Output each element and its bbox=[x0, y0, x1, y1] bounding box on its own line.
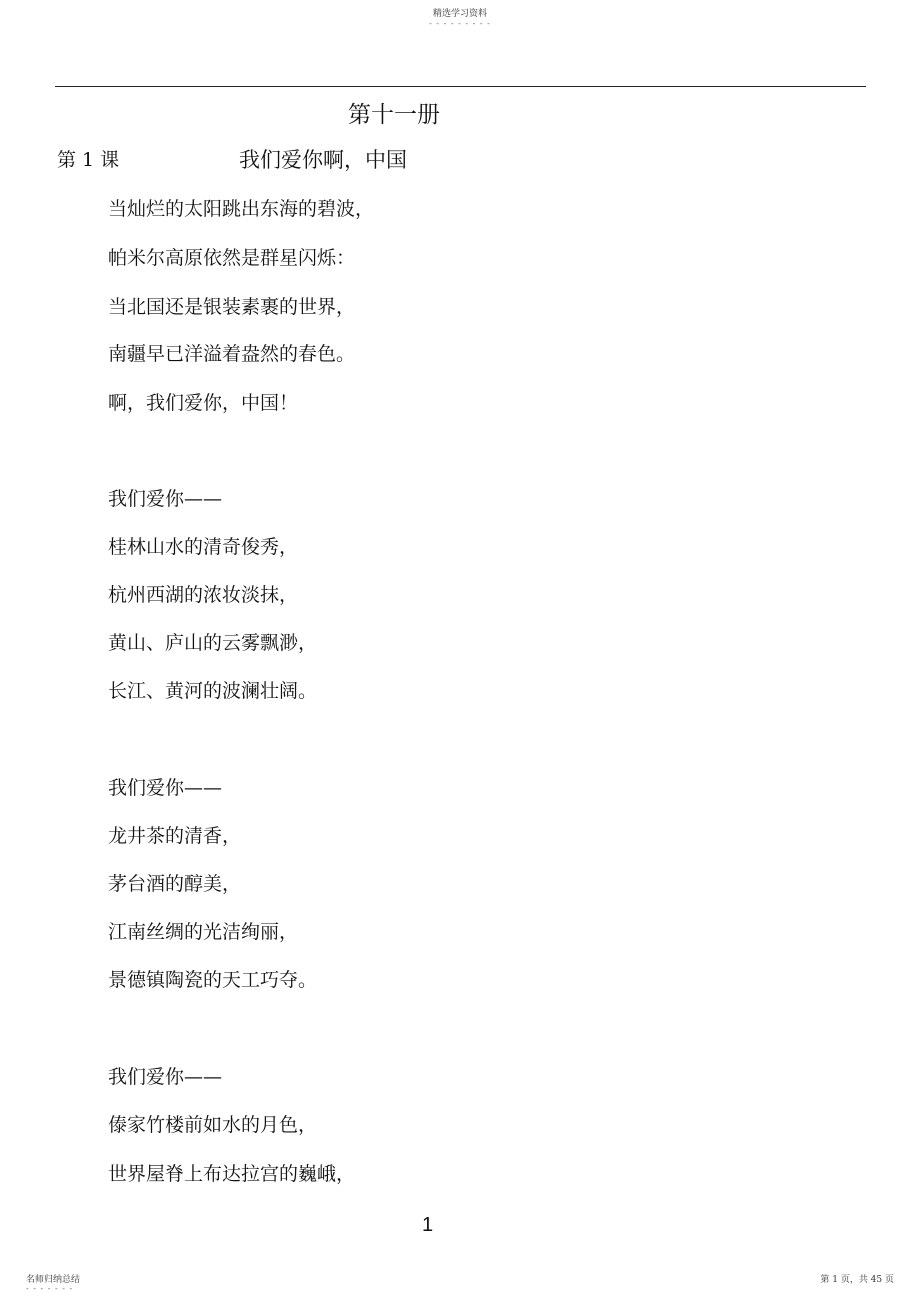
header-label: 精选学习资料 bbox=[432, 9, 487, 19]
lesson-number: 第 1 课 bbox=[57, 149, 120, 171]
poem-line: 当灿烂的太阳跳出东海的碧波， bbox=[108, 198, 375, 220]
footer-page-count: 第 1 页，共 45 页 bbox=[820, 1275, 894, 1285]
poem-line: 傣家竹楼前如水的月色， bbox=[108, 1114, 318, 1136]
poem-line: 帕米尔高原依然是群星闪烁： bbox=[108, 247, 356, 269]
poem-line: 杭州西湖的浓妆淡抹， bbox=[108, 584, 299, 606]
poem-stanza-intro: 我们爱你—— bbox=[108, 488, 223, 510]
poem-line: 南疆早已洋溢着盎然的春色。 bbox=[108, 343, 356, 365]
footer-left-label: 名师归纳总结 bbox=[26, 1275, 81, 1285]
poem-line: 长江、黄河的波澜壮阔。 bbox=[108, 680, 318, 702]
poem-stanza-intro: 我们爱你—— bbox=[108, 777, 223, 799]
lesson-title: 我们爱你啊，中国 bbox=[239, 148, 407, 172]
poem-line: 桂林山水的清奇俊秀， bbox=[108, 536, 299, 558]
poem-line: 世界屋脊上布达拉宫的巍峨， bbox=[108, 1163, 356, 1185]
poem-line: 当北国还是银装素裹的世界， bbox=[108, 296, 356, 318]
poem-line: 景德镇陶瓷的天工巧夺。 bbox=[108, 969, 318, 991]
book-title: 第十一册 bbox=[348, 102, 440, 128]
footer-left-dashes: - - - - - - - bbox=[26, 1284, 74, 1293]
poem-line: 江南丝绸的光洁绚丽， bbox=[108, 921, 299, 943]
top-divider bbox=[55, 86, 866, 87]
header-dashes: - - - - - - - - - bbox=[429, 19, 491, 28]
page-number: 1 bbox=[422, 1214, 434, 1236]
poem-line: 茅台酒的醇美， bbox=[108, 873, 242, 895]
poem-line: 啊，我们爱你，中国！ bbox=[108, 392, 299, 414]
poem-stanza-intro: 我们爱你—— bbox=[108, 1066, 223, 1088]
poem-line: 黄山、庐山的云雾飘渺， bbox=[108, 632, 318, 654]
poem-line: 龙井茶的清香， bbox=[108, 825, 242, 847]
